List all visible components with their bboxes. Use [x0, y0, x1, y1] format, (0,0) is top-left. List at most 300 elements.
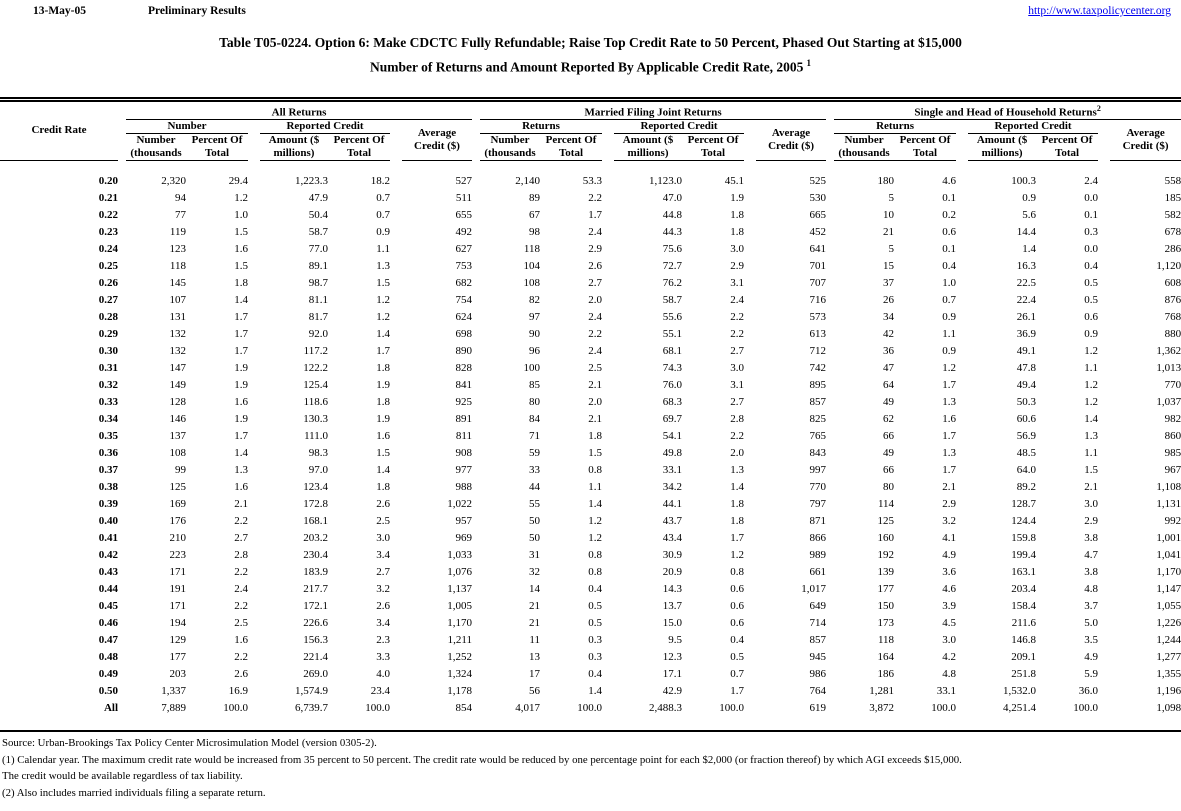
spacer	[602, 241, 614, 258]
spacer	[1098, 598, 1110, 615]
table-row	[0, 161, 1181, 191]
cell-average-credit: 770	[1164, 379, 1181, 392]
cell-credit-rate: 0.48	[98, 651, 118, 664]
cell-average-credit: 957	[455, 515, 473, 528]
column-header-amount-millions: Amount ($ millions)	[614, 134, 682, 161]
group-header-all-returns: All Returns	[126, 99, 472, 120]
cell-number-thousands: 5	[888, 243, 895, 256]
cell-amount-millions: 1,532.0	[1003, 685, 1037, 698]
spacer	[602, 224, 614, 241]
spacer	[1098, 343, 1110, 360]
cell-number-thousands: 64	[883, 379, 895, 392]
cell-percent-of-total: 45.1	[724, 175, 745, 188]
cell-percent-of-total: 1.8	[588, 430, 603, 443]
cell-percent-of-total: 2.2	[234, 651, 248, 664]
cell-percent-of-total: 4.9	[1084, 651, 1099, 664]
spacer	[1098, 161, 1110, 191]
cell-average-credit: 967	[1164, 464, 1181, 477]
cell-percent-of-total: 1.9	[234, 379, 248, 392]
table-row	[0, 309, 1181, 326]
spacer	[826, 377, 834, 394]
spacer	[744, 309, 756, 326]
cell-percent-of-total: 2.2	[730, 328, 745, 341]
subgroup-header-reported-credit: Reported Credit	[968, 120, 1098, 134]
spacer	[956, 258, 968, 275]
spacer	[390, 428, 402, 445]
spacer	[472, 547, 480, 564]
cell-amount-millions: 269.0	[303, 668, 328, 681]
cell-amount-millions: 117.2	[303, 345, 328, 358]
cell-average-credit: 452	[809, 226, 827, 239]
table-body	[0, 161, 1181, 718]
cell-average-credit: 1,120	[1156, 260, 1181, 273]
cell-number-thousands: 34	[883, 311, 895, 324]
cell-number-thousands: 13	[529, 651, 541, 664]
subgroup-header-reported-credit: Reported Credit	[614, 120, 744, 134]
spacer	[390, 649, 402, 666]
cell-percent-of-total: 1.4	[588, 685, 603, 698]
spacer	[956, 564, 968, 581]
spacer	[248, 666, 260, 683]
cell-number-thousands: 203	[169, 668, 186, 681]
spacer	[744, 496, 756, 513]
cell-percent-of-total: 2.8	[234, 549, 248, 562]
cell-credit-rate: 0.46	[98, 617, 118, 630]
spacer	[602, 547, 614, 564]
spacer	[248, 598, 260, 615]
spacer	[118, 377, 126, 394]
cell-amount-millions: 226.6	[303, 617, 328, 630]
cell-percent-of-total: 1.5	[588, 447, 603, 460]
cell-percent-of-total: 2.9	[588, 243, 603, 256]
spacer	[472, 99, 480, 161]
cell-percent-of-total: 1.7	[730, 685, 745, 698]
cell-number-thousands: 5	[888, 192, 895, 205]
cell-percent-of-total: 0.1	[1084, 209, 1099, 222]
spacer	[744, 683, 756, 700]
spacer	[390, 462, 402, 479]
spacer	[248, 411, 260, 428]
cell-percent-of-total: 0.8	[588, 464, 603, 477]
cell-number-thousands: 55	[529, 498, 541, 511]
cell-amount-millions: 98.3	[308, 447, 328, 460]
cell-average-credit: 707	[809, 277, 827, 290]
cell-percent-of-total: 1.3	[730, 464, 745, 477]
cell-percent-of-total: 1.6	[234, 634, 248, 647]
cell-average-credit: 880	[1164, 328, 1181, 341]
cell-amount-millions: 50.4	[308, 209, 328, 222]
cell-percent-of-total: 3.0	[942, 634, 957, 647]
spacer	[248, 190, 260, 207]
spacer	[744, 292, 756, 309]
cell-credit-rate: 0.38	[98, 481, 118, 494]
cell-number-thousands: 147	[169, 362, 186, 375]
table-row	[0, 564, 1181, 581]
cell-average-credit: 1,033	[447, 549, 473, 562]
table-row	[0, 513, 1181, 530]
cell-average-credit: 828	[455, 362, 473, 375]
cell-percent-of-total: 1.2	[588, 515, 603, 528]
cell-number-thousands: 100	[523, 362, 541, 375]
spacer	[118, 309, 126, 326]
cell-percent-of-total: 1.2	[234, 192, 248, 205]
cell-average-credit: 982	[1164, 413, 1181, 426]
cell-number-thousands: 149	[169, 379, 186, 392]
cell-number-thousands: 173	[877, 617, 895, 630]
spacer	[602, 496, 614, 513]
spacer	[472, 292, 480, 309]
table-row	[0, 581, 1181, 598]
cell-amount-millions: 211.6	[1011, 617, 1037, 630]
cell-amount-millions: 33.1	[662, 464, 683, 477]
cell-average-credit: 986	[809, 668, 827, 681]
spacer	[744, 360, 756, 377]
table-row	[0, 530, 1181, 547]
cell-amount-millions: 1,574.9	[295, 685, 328, 698]
cell-average-credit: 714	[809, 617, 827, 630]
cell-credit-rate: 0.20	[98, 175, 118, 188]
spacer	[1098, 581, 1110, 598]
spacer	[744, 377, 756, 394]
cell-percent-of-total: 0.9	[942, 311, 957, 324]
cell-amount-millions: 58.7	[662, 294, 683, 307]
cell-credit-rate: 0.49	[98, 668, 118, 681]
cell-percent-of-total: 4.0	[376, 668, 390, 681]
spacer	[390, 394, 402, 411]
cell-percent-of-total: 0.5	[1084, 277, 1099, 290]
table-row	[0, 292, 1181, 309]
cell-credit-rate: 0.43	[98, 566, 118, 579]
spacer	[956, 411, 968, 428]
spacer	[118, 207, 126, 224]
cell-average-credit: 989	[809, 549, 827, 562]
spacer	[118, 547, 126, 564]
cell-amount-millions: 124.4	[1011, 515, 1037, 528]
cell-percent-of-total: 16.9	[228, 685, 248, 698]
cell-amount-millions: 76.0	[662, 379, 683, 392]
cell-amount-millions: 146.8	[1011, 634, 1037, 647]
cell-number-thousands: 137	[169, 430, 186, 443]
cell-percent-of-total: 1.8	[730, 209, 745, 222]
spacer	[826, 547, 834, 564]
spacer	[744, 649, 756, 666]
spacer	[1098, 275, 1110, 292]
page-header	[0, 0, 1181, 17]
spacer	[472, 190, 480, 207]
column-header-percent-of-total: Percent Of Total	[540, 134, 602, 161]
spacer	[602, 326, 614, 343]
cell-number-thousands: 36	[883, 345, 895, 358]
spacer	[1098, 411, 1110, 428]
cell-number-thousands: 99	[175, 464, 186, 477]
spacer	[1098, 207, 1110, 224]
cell-average-credit: 1,108	[1156, 481, 1181, 494]
cell-percent-of-total: 0.0	[1084, 192, 1099, 205]
spacer	[118, 513, 126, 530]
spacer	[956, 309, 968, 326]
spacer	[248, 275, 260, 292]
cell-percent-of-total: 3.1	[730, 379, 745, 392]
subgroup-header-reported-credit: Reported Credit	[260, 120, 390, 134]
cell-credit-rate: 0.25	[98, 260, 118, 273]
spacer	[602, 632, 614, 649]
cell-credit-rate: 0.32	[98, 379, 118, 392]
cell-percent-of-total: 4.9	[942, 549, 957, 562]
cell-percent-of-total: 0.4	[1084, 260, 1099, 273]
spacer	[390, 161, 402, 191]
table-header	[0, 99, 1181, 161]
cell-amount-millions: 34.2	[662, 481, 683, 494]
spacer	[118, 581, 126, 598]
cell-percent-of-total: 1.8	[730, 515, 745, 528]
spacer	[118, 258, 126, 275]
cell-average-credit: 988	[455, 481, 473, 494]
cell-number-thousands: 132	[169, 345, 186, 358]
cell-amount-millions: 75.6	[662, 243, 683, 256]
spacer	[1098, 120, 1110, 161]
cell-percent-of-total: 1.8	[730, 226, 745, 239]
cell-percent-of-total: 100.0	[365, 702, 390, 715]
spacer	[602, 428, 614, 445]
spacer	[744, 479, 756, 496]
cell-percent-of-total: 1.5	[234, 226, 248, 239]
spacer	[826, 564, 834, 581]
cell-average-credit: 619	[809, 702, 827, 715]
cell-percent-of-total: 23.4	[370, 685, 390, 698]
cell-percent-of-total: 1.4	[730, 481, 745, 494]
cell-percent-of-total: 2.7	[730, 396, 745, 409]
spacer	[826, 190, 834, 207]
cell-percent-of-total: 0.6	[730, 617, 745, 630]
cell-amount-millions: 72.7	[662, 260, 683, 273]
spacer	[472, 513, 480, 530]
cell-percent-of-total: 29.4	[228, 175, 248, 188]
cell-amount-millions: 6,739.7	[295, 702, 328, 715]
table-row	[0, 547, 1181, 564]
cell-percent-of-total: 4.6	[942, 583, 957, 596]
cell-percent-of-total: 2.9	[1084, 515, 1099, 528]
spacer	[956, 462, 968, 479]
cell-amount-millions: 58.7	[308, 226, 328, 239]
cell-percent-of-total: 4.5	[942, 617, 957, 630]
spacer	[118, 666, 126, 683]
cell-amount-millions: 36.9	[1016, 328, 1037, 341]
spacer	[1098, 615, 1110, 632]
cell-percent-of-total: 1.9	[376, 413, 390, 426]
cell-percent-of-total: 0.8	[588, 549, 603, 562]
spacer	[472, 377, 480, 394]
cell-amount-millions: 1.4	[1022, 243, 1037, 256]
spacer	[472, 666, 480, 683]
cell-amount-millions: 158.4	[1011, 600, 1037, 613]
cell-average-credit: 1,170	[447, 617, 473, 630]
taxpolicycenter-link[interactable]: http://www.taxpolicycenter.org	[1028, 5, 1171, 17]
spacer	[826, 326, 834, 343]
spacer	[248, 615, 260, 632]
spacer	[248, 309, 260, 326]
spacer	[390, 120, 402, 161]
spacer	[118, 564, 126, 581]
cell-percent-of-total: 4.6	[942, 175, 957, 188]
cell-percent-of-total: 1.2	[1084, 345, 1099, 358]
cell-percent-of-total: 0.4	[588, 583, 603, 596]
spacer	[1098, 326, 1110, 343]
cell-amount-millions: 203.2	[303, 532, 328, 545]
cell-amount-millions: 50.3	[1016, 396, 1037, 409]
cell-amount-millions: 89.1	[308, 260, 328, 273]
spacer	[390, 309, 402, 326]
cell-percent-of-total: 1.0	[234, 209, 248, 222]
cell-amount-millions: 156.3	[303, 634, 328, 647]
cell-number-thousands: 160	[877, 532, 895, 545]
cell-amount-millions: 26.1	[1016, 311, 1037, 324]
cell-credit-rate: 0.29	[98, 328, 118, 341]
cell-percent-of-total: 2.6	[588, 260, 603, 273]
cell-amount-millions: 54.1	[662, 430, 683, 443]
column-header-number-thousands: Number (thousands	[480, 134, 540, 161]
cell-percent-of-total: 2.6	[376, 600, 390, 613]
spacer	[602, 207, 614, 224]
spacer	[744, 581, 756, 598]
cell-number-thousands: 97	[529, 311, 541, 324]
spacer	[118, 360, 126, 377]
spacer	[744, 190, 756, 207]
cell-percent-of-total: 0.6	[730, 600, 745, 613]
cell-credit-rate: 0.50	[98, 685, 118, 698]
spacer	[248, 326, 260, 343]
cell-amount-millions: 16.3	[1016, 260, 1037, 273]
cell-percent-of-total: 2.4	[588, 311, 603, 324]
cell-average-credit: 185	[1164, 192, 1181, 205]
cell-number-thousands: 32	[529, 566, 541, 579]
spacer	[744, 120, 756, 161]
cell-amount-millions: 217.7	[303, 583, 328, 596]
cell-percent-of-total: 0.0	[1084, 243, 1099, 256]
spacer	[744, 615, 756, 632]
spacer	[826, 275, 834, 292]
spacer	[744, 462, 756, 479]
cell-average-credit: 1,005	[447, 600, 473, 613]
spacer	[390, 496, 402, 513]
spacer	[956, 445, 968, 462]
cell-amount-millions: 22.4	[1016, 294, 1037, 307]
cell-number-thousands: 223	[169, 549, 186, 562]
spacer	[956, 479, 968, 496]
spacer	[826, 581, 834, 598]
cell-average-credit: 925	[455, 396, 473, 409]
cell-amount-millions: 130.3	[303, 413, 328, 426]
spacer	[956, 598, 968, 615]
cell-average-credit: 770	[809, 481, 827, 494]
spacer	[390, 207, 402, 224]
spacer	[390, 343, 402, 360]
cell-average-credit: 558	[1164, 175, 1181, 188]
spacer	[744, 411, 756, 428]
cell-average-credit: 527	[455, 175, 473, 188]
cell-percent-of-total: 2.2	[234, 600, 248, 613]
spacer	[390, 700, 402, 717]
table-row	[0, 479, 1181, 496]
spacer	[248, 428, 260, 445]
cell-percent-of-total: 0.3	[1084, 226, 1099, 239]
cell-number-thousands: 125	[169, 481, 186, 494]
cell-number-thousands: 169	[169, 498, 186, 511]
cell-percent-of-total: 2.1	[588, 379, 603, 392]
source-note: Source: Urban-Brookings Tax Policy Center Microsimulation Model (version 0305-2).	[2, 737, 377, 750]
cell-average-credit: 891	[455, 413, 473, 426]
table-row	[0, 700, 1181, 717]
cell-average-credit: 649	[809, 600, 827, 613]
cell-percent-of-total: 0.7	[730, 668, 745, 681]
cell-credit-rate: 0.27	[98, 294, 118, 307]
spacer	[826, 292, 834, 309]
cell-amount-millions: 163.1	[1011, 566, 1037, 579]
spacer	[744, 530, 756, 547]
cell-percent-of-total: 2.4	[1084, 175, 1099, 188]
cell-average-credit: 857	[809, 634, 827, 647]
cell-percent-of-total: 3.0	[1084, 498, 1099, 511]
cell-percent-of-total: 3.4	[376, 549, 390, 562]
cell-percent-of-total: 100.0	[931, 702, 957, 715]
column-header-percent-of-total: Percent Of Total	[894, 134, 956, 161]
cell-number-thousands: 132	[169, 328, 186, 341]
footnote-1: (1) Calendar year. The maximum credit rate would be increased from 35 percent to 50 percent. The credit rate would be reduced by one percentage point for each $2,000 (or fraction thereof) by which AGI exceeds $15,000.	[2, 753, 962, 766]
spacer	[826, 241, 834, 258]
spacer	[472, 428, 480, 445]
cell-amount-millions: 125.4	[303, 379, 328, 392]
cell-percent-of-total: 2.6	[376, 498, 390, 511]
spacer	[1098, 513, 1110, 530]
cell-percent-of-total: 0.6	[1084, 311, 1099, 324]
spacer	[1098, 564, 1110, 581]
spacer	[472, 479, 480, 496]
footnote-1-continued: The credit would be available regardless of tax liability.	[2, 770, 243, 783]
cell-number-thousands: 3,872	[869, 702, 895, 715]
cell-amount-millions: 221.4	[303, 651, 328, 664]
spacer	[826, 462, 834, 479]
spacer	[1098, 258, 1110, 275]
spacer	[472, 258, 480, 275]
cell-average-credit: 701	[809, 260, 827, 273]
cell-number-thousands: 177	[877, 583, 895, 596]
cell-amount-millions: 44.1	[662, 498, 683, 511]
spacer	[248, 496, 260, 513]
cell-percent-of-total: 1.7	[588, 209, 603, 222]
cell-percent-of-total: 3.0	[730, 362, 745, 375]
spacer	[118, 530, 126, 547]
cell-number-thousands: 80	[529, 396, 541, 409]
spacer	[744, 428, 756, 445]
cell-number-thousands: 118	[169, 260, 186, 273]
spacer	[472, 564, 480, 581]
cell-average-credit: 286	[1164, 243, 1181, 256]
spacer	[390, 445, 402, 462]
cell-amount-millions: 69.7	[662, 413, 683, 426]
cell-amount-millions: 1,223.3	[295, 175, 328, 188]
cell-percent-of-total: 1.5	[376, 277, 390, 290]
spacer	[472, 462, 480, 479]
table-row	[0, 445, 1181, 462]
cell-credit-rate: 0.22	[98, 209, 118, 222]
table-row	[0, 241, 1181, 258]
cell-amount-millions: 15.0	[662, 617, 683, 630]
spacer	[248, 343, 260, 360]
cell-number-thousands: 131	[169, 311, 186, 324]
spacer	[826, 445, 834, 462]
cell-amount-millions: 55.1	[662, 328, 683, 341]
spacer	[826, 207, 834, 224]
cell-average-credit: 716	[809, 294, 827, 307]
